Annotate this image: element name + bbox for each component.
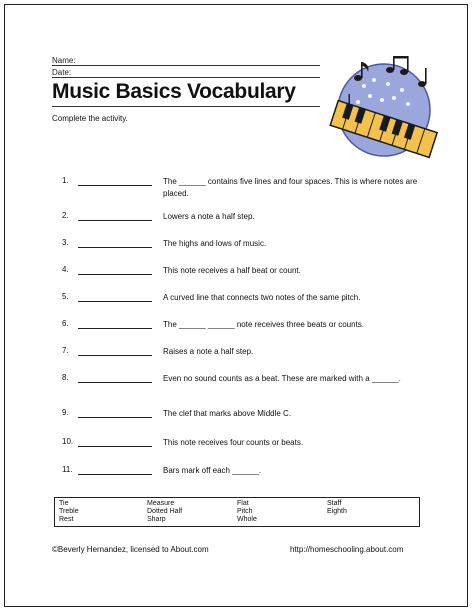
answer-blank[interactable] [78, 446, 152, 447]
answer-blank[interactable] [78, 274, 152, 275]
music-keyboard-icon [328, 56, 440, 160]
date-rule [52, 77, 320, 78]
answer-blank[interactable] [78, 355, 152, 356]
answer-blank[interactable] [78, 417, 152, 418]
word-bank-item: Measure [147, 500, 175, 507]
question-number: 8. [62, 373, 69, 382]
copyright-text: ©Beverly Hernandez, licensed to About.com [52, 545, 209, 554]
word-bank [54, 497, 420, 527]
question-number: 5. [62, 292, 69, 301]
question-text: The ______ ______ note receives three beats or counts. [163, 320, 365, 329]
answer-blank[interactable] [78, 185, 152, 186]
question-number: 4. [62, 265, 69, 274]
word-bank-item: Tie [59, 500, 69, 507]
question-text: The ______ contains five lines and four spaces. This is where notes are placed. [163, 177, 418, 198]
question-number: 6. [62, 319, 69, 328]
question-text: Lowers a note a half step. [163, 212, 255, 221]
site-url: http://homeschooling.about.com [290, 545, 404, 554]
word-bank-item: Staff [327, 500, 342, 507]
answer-blank[interactable] [78, 247, 152, 248]
name-label: Name: [52, 56, 76, 65]
answer-blank[interactable] [78, 301, 152, 302]
word-bank-item: Whole [237, 516, 257, 523]
word-bank-item: Treble [59, 508, 79, 515]
question-text: This note receives a half beat or count. [163, 266, 301, 275]
question-number: 9. [62, 408, 69, 417]
answer-blank[interactable] [78, 328, 152, 329]
date-label: Date: [52, 68, 72, 77]
page-title: Music Basics Vocabulary [52, 80, 296, 103]
question-number: 10. [62, 437, 74, 446]
word-bank-item: Rest [59, 516, 74, 523]
instructions: Complete the activity. [52, 114, 128, 123]
name-rule [52, 65, 320, 66]
question-text: A curved line that connects two notes of the same pitch. [163, 293, 361, 302]
word-bank-item: Dotted Half [147, 508, 183, 515]
word-bank-item: Pitch [237, 508, 253, 515]
title-rule [52, 106, 320, 107]
answer-blank[interactable] [78, 474, 152, 475]
word-bank-item: Eighth [327, 508, 347, 515]
question-number: 2. [62, 211, 69, 220]
question-number: 3. [62, 238, 69, 247]
question-text: Raises a note a half step. [163, 347, 254, 356]
question-number: 1. [62, 176, 69, 185]
question-text: Even no sound counts as a beat. These are marked with a ______. [163, 374, 401, 383]
question-number: 7. [62, 346, 69, 355]
word-bank-item: Flat [237, 500, 249, 507]
question-text: The highs and lows of music. [163, 239, 267, 248]
question-text: Bars mark off each ______. [163, 466, 262, 475]
answer-blank[interactable] [78, 220, 152, 221]
question-text: This note receives four counts or beats. [163, 438, 304, 447]
word-bank-item: Sharp [147, 516, 166, 523]
question-text: The clef that marks above Middle C. [163, 409, 292, 418]
question-number: 11. [62, 465, 73, 474]
answer-blank[interactable] [78, 382, 152, 383]
